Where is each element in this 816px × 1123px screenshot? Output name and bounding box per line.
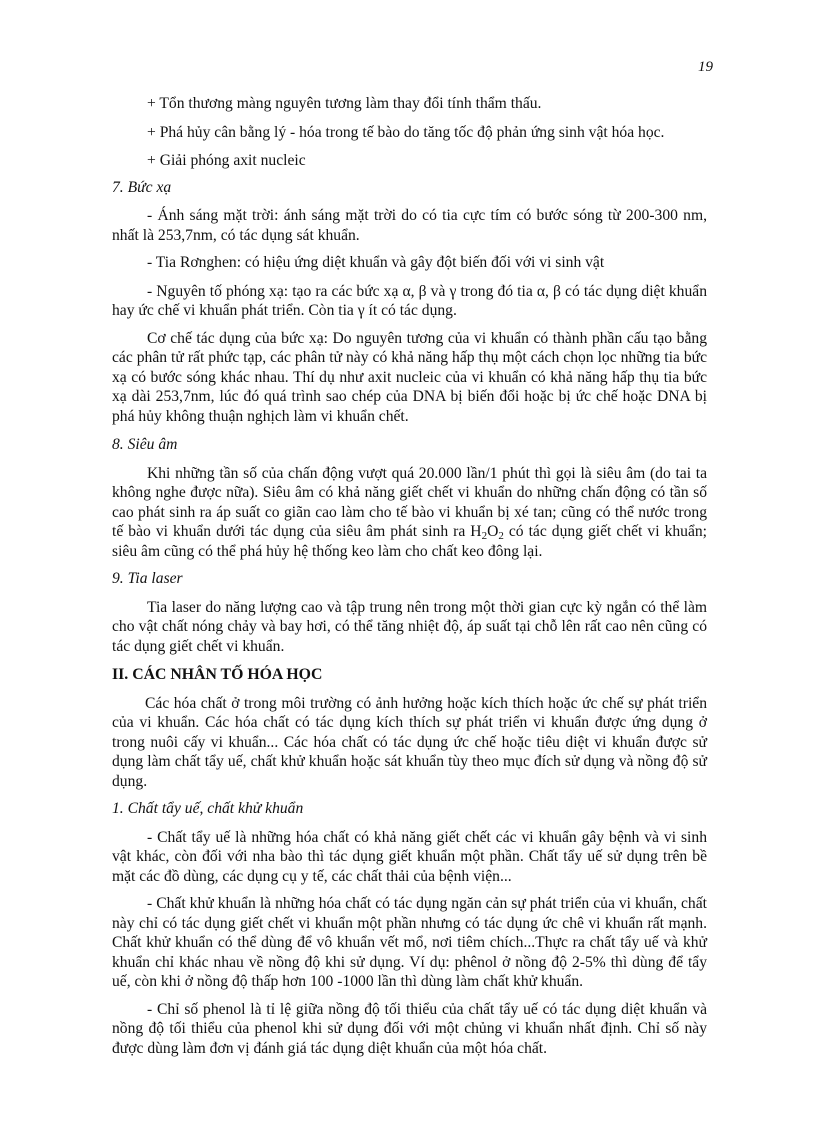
- paragraph: Tia laser do năng lượng cao và tập trung nên trong một thời gian cực kỳ ngắn có thể làm cho vật chất nóng chảy và bay hơi, có thể tăng nhiệt độ, áp suất tại chỗ lên rất cao nên cũng có tác dụng giết chết vi khuẩn.: [112, 598, 707, 655]
- paragraph: [112, 464, 707, 562]
- subscript: 2: [498, 530, 504, 542]
- subscript: 2: [481, 530, 488, 542]
- paragraph: - Chỉ số phenol là tỉ lệ giữa nồng độ tối thiểu của chất tẩy uế có tác dụng diệt khuẩn và nồng độ tối thiểu của phenol khi sử dụng đối với một chủng vi khuẩn nhất định. Chỉ số này được dùng làm đơn vị đánh giá tác dụng diệt khuẩn của một hóa chất.: [112, 1000, 707, 1057]
- paragraph: - Chất khử khuẩn là những hóa chất có tác dụng ngăn cản sự phát triển của vi khuẩn, chất này chỉ có tác dụng giết chết vi khuẩn một phần nhưng có tác dụng ức chê vi khuẩn rất mạnh. Chất khử khuẩn có thể dùng để vô khuẩn vết mổ, nơi tiêm chích...Thực ra chất tẩy uế và khử khuẩn chỉ khác nhau về nồng độ khi sử dụng. Ví dụ: phênol ở nồng độ 2-5% thì dùng để tẩy uế, còn khi ở nồng độ thấp hơn 100 -1000 lần thì dùng làm chất khử khuẩn.: [112, 895, 707, 990]
- text-run: có tác dụng giết chết vi khuẩn; siêu âm cũng có thể phá hủy hệ thống keo làm cho chất keo đông lại.: [112, 523, 708, 560]
- paragraph: - Tia Rơnghen: có hiệu ứng diệt khuẩn và gây đột biến đối với vi sinh vật: [147, 254, 605, 271]
- text-run: O: [487, 523, 499, 540]
- paragraph: - Chất tẩy uế là những hóa chất có khả năng giết chết các vi khuẩn gây bệnh và vi sinh vật khác, còn đối với nha bào thì tác dụng giết khuẩn một phần. Chất tẩy uế sử dụng trên bề mặt các đồ dùng, các dụng cụ y tế, các chất thải của bệnh viện...: [112, 828, 707, 885]
- bullet-item: + Tổn thương màng nguyên tương làm thay đổi tính thẩm thấu.: [147, 95, 542, 112]
- section-heading-radiation: 7. Bức xạ: [112, 178, 172, 196]
- paragraph: Các hóa chất ở trong môi trường có ảnh hưởng hoặc kích thích hoặc ức chế sự phát triển của vi khuẩn. Các hóa chất có tác dụng kích thích sự phát triển vi khuẩn được ứng dụng ở trong nuôi cấy vi khuẩn... Các hóa chất có tác dụng ức chế hoặc tiêu diệt vi khuẩn được sử dụng làm chất tẩy uế, chất khử khuẩn hoặc sát khuẩn tùy theo mục đích sử dụng và nồng độ sử dụng.: [112, 694, 707, 790]
- text-run: Khi những tần số của chấn động vượt quá 20.000 lần/1 phút thì gọi là siêu âm (do tai ta không nghe được nữa). Siêu âm có khả năng giết chết vi khuẩn do những chấn động có tần số cao phát sinh ra áp suất co giãn cao làm cho tế bào vi khuẩn bị xé tan; cũng có thể nước trong tế bào vi khuẩn dưới tác dụng của siêu âm phát sinh ra H: [112, 464, 707, 540]
- paragraph: Cơ chế tác dụng của bức xạ: Do nguyên tương của vi khuẩn có thành phần cấu tạo bằng các phân tử rất phức tạp, các phân tử này có khả năng hấp thụ một cách chọn lọc những tia bức xạ có bước sóng khác nhau. Thí dụ như axit nucleic của vi khuẩn có khả năng hấp thụ tia bức xạ dài 253,7nm, lúc đó quá trình sao chép của DNA bị biến đổi hoặc bị ức chế hoặc DNA bị phá hủy không thuận nghịch làm vi khuẩn chết.: [112, 329, 707, 425]
- subsection-heading-disinfectant: 1. Chất tẩy uế, chất khử khuẩn: [112, 800, 304, 817]
- bullet-item: + Giải phóng axit nucleic: [147, 152, 306, 169]
- section-heading-ultrasound: 8. Siêu âm: [112, 436, 178, 453]
- page-number: 19: [698, 59, 713, 75]
- section-heading-laser: 9. Tia laser: [112, 570, 183, 587]
- chapter-heading-chemical: II. CÁC NHÂN TỐ HÓA HỌC: [112, 666, 323, 683]
- paragraph: - Nguyên tố phóng xạ: tạo ra các bức xạ α, β và γ trong đó tia α, β có tác dụng diệt khuẩn hay ức chế vi khuẩn phát triển. Còn tia γ ít có tác dụng.: [112, 282, 707, 319]
- paragraph: - Ánh sáng mặt trời: ánh sáng mặt trời do có tia cực tím có bước sóng từ 200-300 nm, nhất là 253,7nm, có tác dụng sát khuẩn.: [112, 207, 707, 244]
- bullet-item: + Phá hủy cân bằng lý - hóa trong tế bào do tăng tốc độ phản ứng sinh vật hóa học.: [147, 123, 665, 141]
- page-content: [112, 94, 707, 1058]
